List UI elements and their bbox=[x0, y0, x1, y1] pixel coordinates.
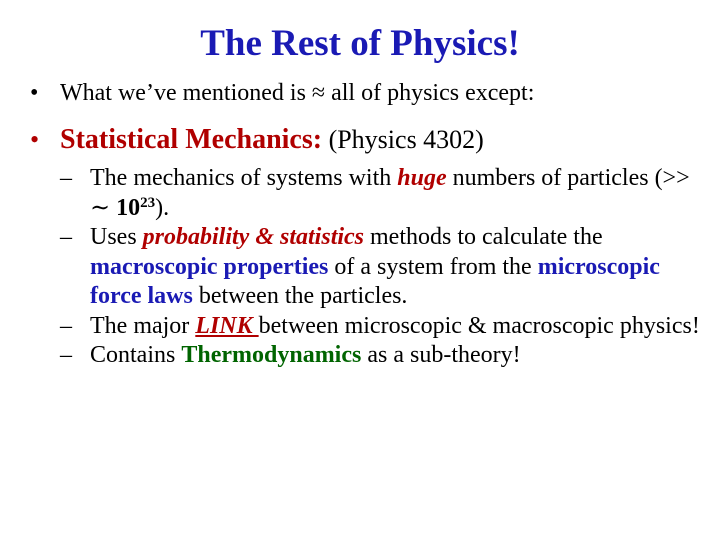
dash-marker: – bbox=[60, 312, 72, 339]
bullet-heading: Statistical Mechanics: bbox=[60, 124, 323, 155]
sub-item-huge-numbers bbox=[60, 164, 700, 223]
dash-marker: – bbox=[60, 342, 72, 368]
slide-title: The Rest of Physics! bbox=[200, 23, 520, 64]
sub-item-probability bbox=[60, 223, 700, 312]
emphasis-probability: probability & statistics bbox=[142, 224, 365, 250]
sub-item-thermodynamics bbox=[60, 341, 700, 371]
text: as a sub-theory! bbox=[361, 342, 521, 368]
dash-marker: – bbox=[60, 165, 72, 191]
sub-item-link bbox=[60, 312, 700, 342]
text: numbers of particles (>> ∼ bbox=[90, 165, 690, 221]
text: Uses bbox=[90, 224, 143, 250]
bullet-except bbox=[30, 80, 534, 107]
dash-marker: – bbox=[60, 224, 72, 250]
text: of a system from the bbox=[328, 253, 538, 280]
text: Contains bbox=[90, 342, 182, 368]
emphasis-thermodynamics: Thermodynamics bbox=[181, 342, 362, 368]
emphasis-microscopic: microscopic force laws bbox=[90, 253, 660, 309]
emphasis-huge: huge bbox=[397, 165, 447, 191]
bullet-marker: • bbox=[30, 80, 39, 106]
text: The mechanics of systems with bbox=[90, 165, 398, 191]
bullet-note: (Physics 4302) bbox=[322, 125, 484, 154]
sub-bullet-list bbox=[60, 164, 700, 371]
emphasis-macroscopic: macroscopic properties bbox=[90, 253, 329, 280]
text: ). bbox=[155, 194, 170, 221]
bullet-text: What we’ve mentioned is ≈ all of physics except: bbox=[60, 80, 535, 106]
bullet-statistical-mechanics bbox=[30, 124, 484, 156]
text: The major bbox=[90, 312, 196, 339]
exponent: 23 bbox=[140, 194, 156, 211]
number-base: 10 bbox=[116, 194, 141, 221]
text: between the particles. bbox=[192, 283, 408, 309]
text: methods to calculate the bbox=[364, 224, 603, 250]
bullet-marker: • bbox=[30, 125, 40, 154]
emphasis-link: LINK bbox=[195, 312, 259, 339]
text: between microscopic & macroscopic physics! bbox=[258, 312, 700, 339]
